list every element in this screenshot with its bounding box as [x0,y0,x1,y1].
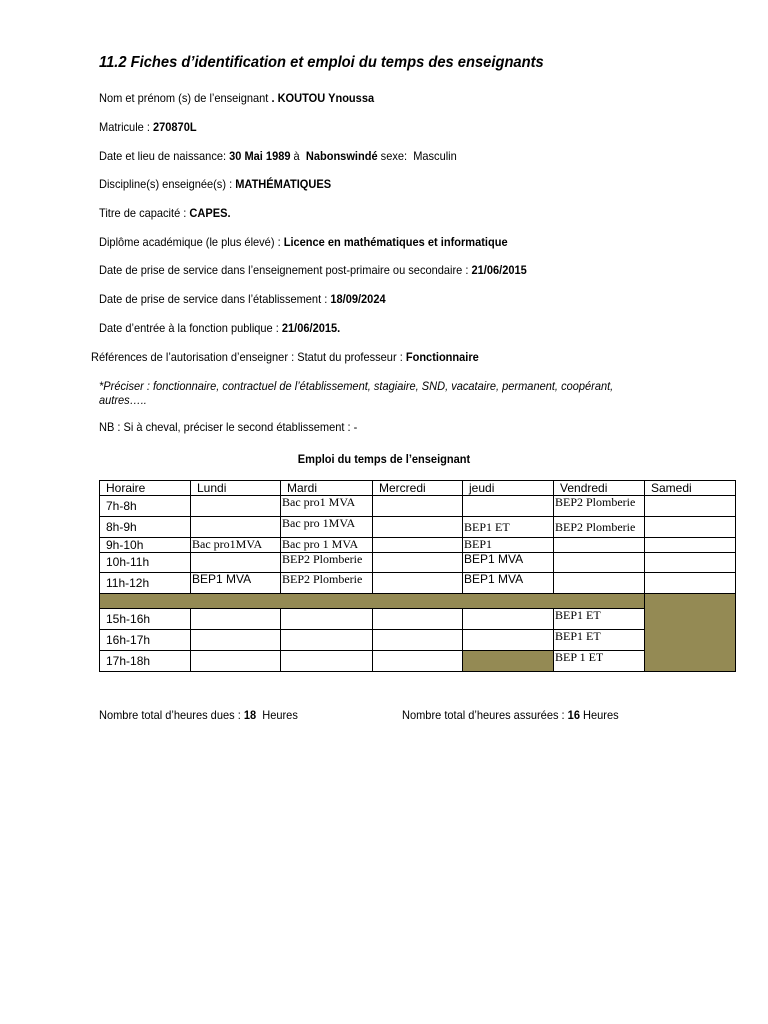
table-row [100,538,736,553]
samedi-cell [645,496,736,517]
service-start-line [99,263,527,277]
hour-cell: 8h-9h [100,517,191,538]
lundi-cell [191,630,281,651]
total-done-label: Nombre total d’heures assurées : [402,708,568,722]
title-capacity-value: CAPES. [189,206,231,220]
lundi-cell [191,496,281,517]
header-vendredi: Vendredi [554,481,645,496]
status-note: *Préciser : fonctionnaire, contractuel de l’établissement, stagiaire, SND, vacataire, permanent, coopérant, autres….. [99,379,614,407]
total-hours-done [402,708,619,722]
birth-line [99,149,457,163]
lundi-cell [191,573,281,594]
mardi-cell [281,609,373,630]
hour-cell: 10h-11h [100,553,191,573]
mercredi-cell [373,573,463,594]
total-hours-due [99,708,298,722]
public-service-label: Date d’entrée à la fonction publique : [99,321,282,335]
vendredi-cell: BEP 1 ET [554,651,645,672]
vendredi-cell: BEP1 ET [554,630,645,651]
discipline-line [99,177,331,191]
teacher-name-label: Nom et prénom (s) de l’enseignant [99,91,272,105]
public-service-line [99,321,340,335]
table-row [100,496,736,517]
vendredi-cell: BEP2 Plomberie [554,517,645,538]
jeudi-cell [463,573,554,594]
nb-line: NB : Si à cheval, préciser le second établissement : - [99,420,358,434]
vendredi-cell [554,573,645,594]
jeudi-cell: BEP1 [463,538,554,553]
hour-cell: 17h-18h [100,651,191,672]
jeudi-cell-text: BEP1 MVA [464,553,524,566]
mardi-cell: Bac pro 1 MVA [281,538,373,553]
header-mercredi: Mercredi [373,481,463,496]
header-jeudi: jeudi [463,481,554,496]
mardi-cell [281,651,373,672]
vendredi-cell [554,553,645,573]
birth-date: 30 Mai 1989 [229,149,291,163]
hour-cell: 11h-12h [100,573,191,594]
birth-a: à [290,149,306,163]
jeudi-cell [463,630,554,651]
public-service-value: 21/06/2015. [281,321,341,335]
hour-cell: 7h-8h [100,496,191,517]
samedi-cell [645,553,736,573]
mercredi-cell [373,609,463,630]
establishment-start-label: Date de prise de service dans l’établissement : [99,292,331,306]
jeudi-cell: BEP1 ET [463,517,554,538]
total-due-unit: Heures [256,708,298,722]
vendredi-cell: BEP2 Plomberie [554,496,645,517]
birth-place: Nabonswindé [305,149,378,163]
vendredi-cell [554,538,645,553]
mercredi-cell [373,651,463,672]
vendredi-cell: BEP1 ET [554,609,645,630]
mardi-cell: BEP2 Plomberie [281,553,373,573]
break-band [100,594,645,609]
samedi-shaded-block [645,594,736,672]
schedule-table [99,480,736,672]
header-horaire: Horaire [100,481,191,496]
schedule-header-row [100,481,736,496]
diploma-value: Licence en mathématiques et informatique [283,235,508,249]
discipline-label: Discipline(s) enseignée(s) : [99,177,236,191]
table-row [100,630,736,651]
title-capacity-label: Titre de capacité : [99,206,190,220]
hour-cell: 15h-16h [100,609,191,630]
mardi-cell: BEP2 Plomberie [281,573,373,594]
references-label: Références de l’autorisation d’enseigner : Statut du professeur : [91,350,406,364]
establishment-start-value: 18/09/2024 [330,292,386,306]
break-row [100,594,736,609]
mardi-cell [281,630,373,651]
matricule-value: 270870L [152,120,197,134]
lundi-cell: Bac pro1MVA [191,538,281,553]
mercredi-cell [373,553,463,573]
lundi-cell [191,609,281,630]
references-line [91,350,479,364]
mardi-cell: Bac pro1 MVA [281,496,373,517]
header-mardi: Mardi [281,481,373,496]
mercredi-cell [373,538,463,553]
schedule-title: Emploi du temps de l’enseignant [297,452,471,466]
lundi-cell [191,651,281,672]
samedi-cell [645,538,736,553]
table-row [100,609,736,630]
table-row [100,517,736,538]
mardi-cell: Bac pro 1MVA [281,517,373,538]
jeudi-cell-text: BEP1 MVA [464,573,524,586]
service-start-value: 21/06/2015 [471,263,527,277]
matricule-label: Matricule : [99,120,153,134]
total-done-value: 16 [567,708,580,722]
teacher-name-line [99,91,374,105]
hour-cell: 9h-10h [100,538,191,553]
total-due-value: 18 [243,708,257,722]
sex-label: sexe: Masculin [377,149,457,163]
matricule-line [99,120,197,134]
jeudi-cell [463,496,554,517]
discipline-value: MATHÉMATIQUES [235,177,332,191]
samedi-cell [645,517,736,538]
total-done-unit: Heures [579,708,619,722]
page-title: 11.2 Fiches d’identification et emploi du temps des enseignants [99,54,544,71]
table-row [100,651,736,672]
lundi-cell [191,553,281,573]
title-capacity-line [99,206,231,220]
establishment-start-line [99,292,386,306]
lundi-cell [191,517,281,538]
mercredi-cell [373,630,463,651]
service-start-label: Date de prise de service dans l’enseignement post-primaire ou secondaire : [99,263,472,277]
jeudi-shaded-cell [463,651,554,672]
diploma-line [99,235,508,249]
mercredi-cell [373,517,463,538]
diploma-label: Diplôme académique (le plus élevé) : [99,235,284,249]
table-row [100,553,736,573]
header-samedi: Samedi [645,481,736,496]
birth-label: Date et lieu de naissance: [99,149,230,163]
jeudi-cell [463,609,554,630]
teacher-name-value: . KOUTOU Ynoussa [271,91,375,105]
lundi-cell-text: BEP1 MVA [192,573,252,586]
jeudi-cell [463,553,554,573]
samedi-cell [645,573,736,594]
header-lundi: Lundi [191,481,281,496]
table-row [100,573,736,594]
mercredi-cell [373,496,463,517]
references-value: Fonctionnaire [405,350,479,364]
hour-cell: 16h-17h [100,630,191,651]
total-due-label: Nombre total d’heures dues : [99,708,244,722]
